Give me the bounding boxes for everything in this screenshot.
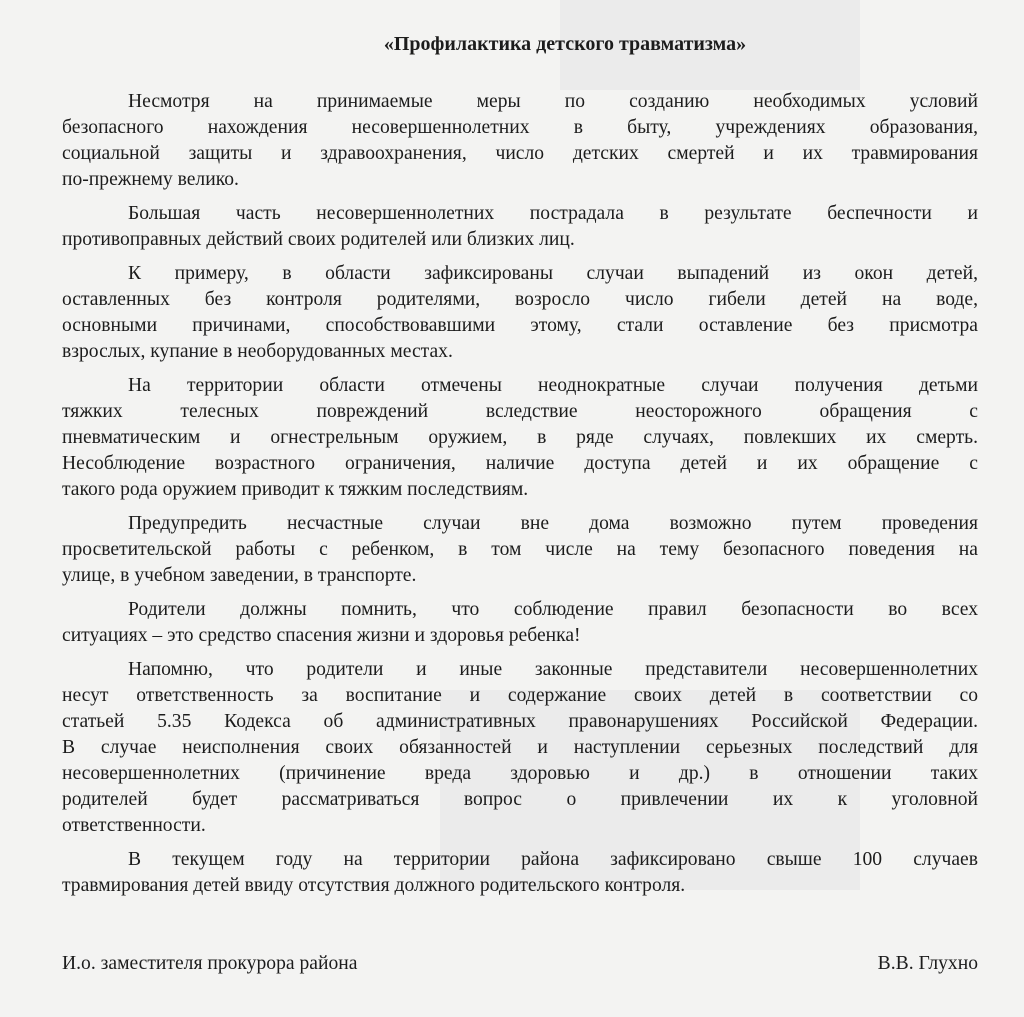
paragraph <box>62 373 978 503</box>
paragraph-line: статьей 5.35 Кодекса об административных правонарушениях Российской Федерации. <box>62 711 978 732</box>
paragraph-line: по-прежнему велико. <box>62 169 239 190</box>
signer-name: В.В. Глухно <box>877 953 978 974</box>
paragraph <box>62 89 978 193</box>
paragraph-line: взрослых, купание в необорудованных местах. <box>62 341 453 362</box>
paragraph-line: улице, в учебном заведении, в транспорте. <box>62 565 417 586</box>
document-body <box>62 89 978 907</box>
paragraph <box>62 511 978 589</box>
paragraph-line: К примеру, в области зафиксированы случаи выпадений из окон детей, <box>128 263 978 284</box>
paragraph <box>62 201 978 253</box>
paragraph <box>62 847 978 899</box>
paragraph-line: просветительской работы с ребенком, в том числе на тему безопасного поведения на <box>62 539 978 560</box>
signer-position: И.о. заместителя прокурора района <box>62 953 358 974</box>
paragraph-line: оставленных без контроля родителями, возросло число гибели детей на воде, <box>62 289 978 310</box>
paragraph-line: основными причинами, способствовавшими этому, стали оставление без присмотра <box>62 315 978 336</box>
paragraph-line: социальной защиты и здравоохранения, число детских смертей и их травмирования <box>62 143 978 164</box>
paragraph-line: ситуациях – это средство спасения жизни и здоровья ребенка! <box>62 625 581 646</box>
paragraph-line: безопасного нахождения несовершеннолетних в быту, учреждениях образования, <box>62 117 978 138</box>
document-title: «Профилактика детского травматизма» <box>383 33 747 55</box>
paragraph <box>62 261 978 365</box>
paragraph-line: Несоблюдение возрастного ограничения, наличие доступа детей и их обращение с <box>62 453 978 474</box>
paragraph-line: травмирования детей ввиду отсутствия должного родительского контроля. <box>62 875 686 896</box>
paragraph-line: На территории области отмечены неоднократные случаи получения детьми <box>128 375 978 396</box>
paragraph-line: родителей будет рассматриваться вопрос о привлечении их к уголовной <box>62 789 978 810</box>
paragraph-line: ответственности. <box>62 815 206 836</box>
signature-block <box>62 953 978 975</box>
paragraph-line: противоправных действий своих родителей или близких лиц. <box>62 229 575 250</box>
paragraph <box>62 657 978 839</box>
paragraph-line: такого рода оружием приводит к тяжким последствиям. <box>62 479 529 500</box>
paragraph <box>62 597 978 649</box>
paragraph-line: несут ответственность за воспитание и содержание своих детей в соответствии со <box>62 685 978 706</box>
paragraph-line: Родители должны помнить, что соблюдение правил безопасности во всех <box>128 599 978 620</box>
paragraph-line: Предупредить несчастные случаи вне дома возможно путем проведения <box>128 513 978 534</box>
paragraph-line: Напомню, что родители и иные законные представители несовершеннолетних <box>128 659 978 680</box>
paragraph-line: В текущем году на территории района зафиксировано свыше 100 случаев <box>128 849 978 870</box>
paragraph-line: несовершеннолетних (причинение вреда здоровью и др.) в отношении таких <box>62 763 978 784</box>
paragraph-line: Несмотря на принимаемые меры по созданию необходимых условий <box>128 91 978 112</box>
paragraph-line: Большая часть несовершеннолетних пострадала в результате беспечности и <box>128 203 978 224</box>
paragraph-line: В случае неисполнения своих обязанностей и наступлении серьезных последствий для <box>62 737 978 758</box>
paragraph-line: тяжких телесных повреждений вследствие неосторожного обращения с <box>62 401 978 422</box>
paragraph-line: пневматическим и огнестрельным оружием, в ряде случаях, повлекших их смерть. <box>62 427 978 448</box>
